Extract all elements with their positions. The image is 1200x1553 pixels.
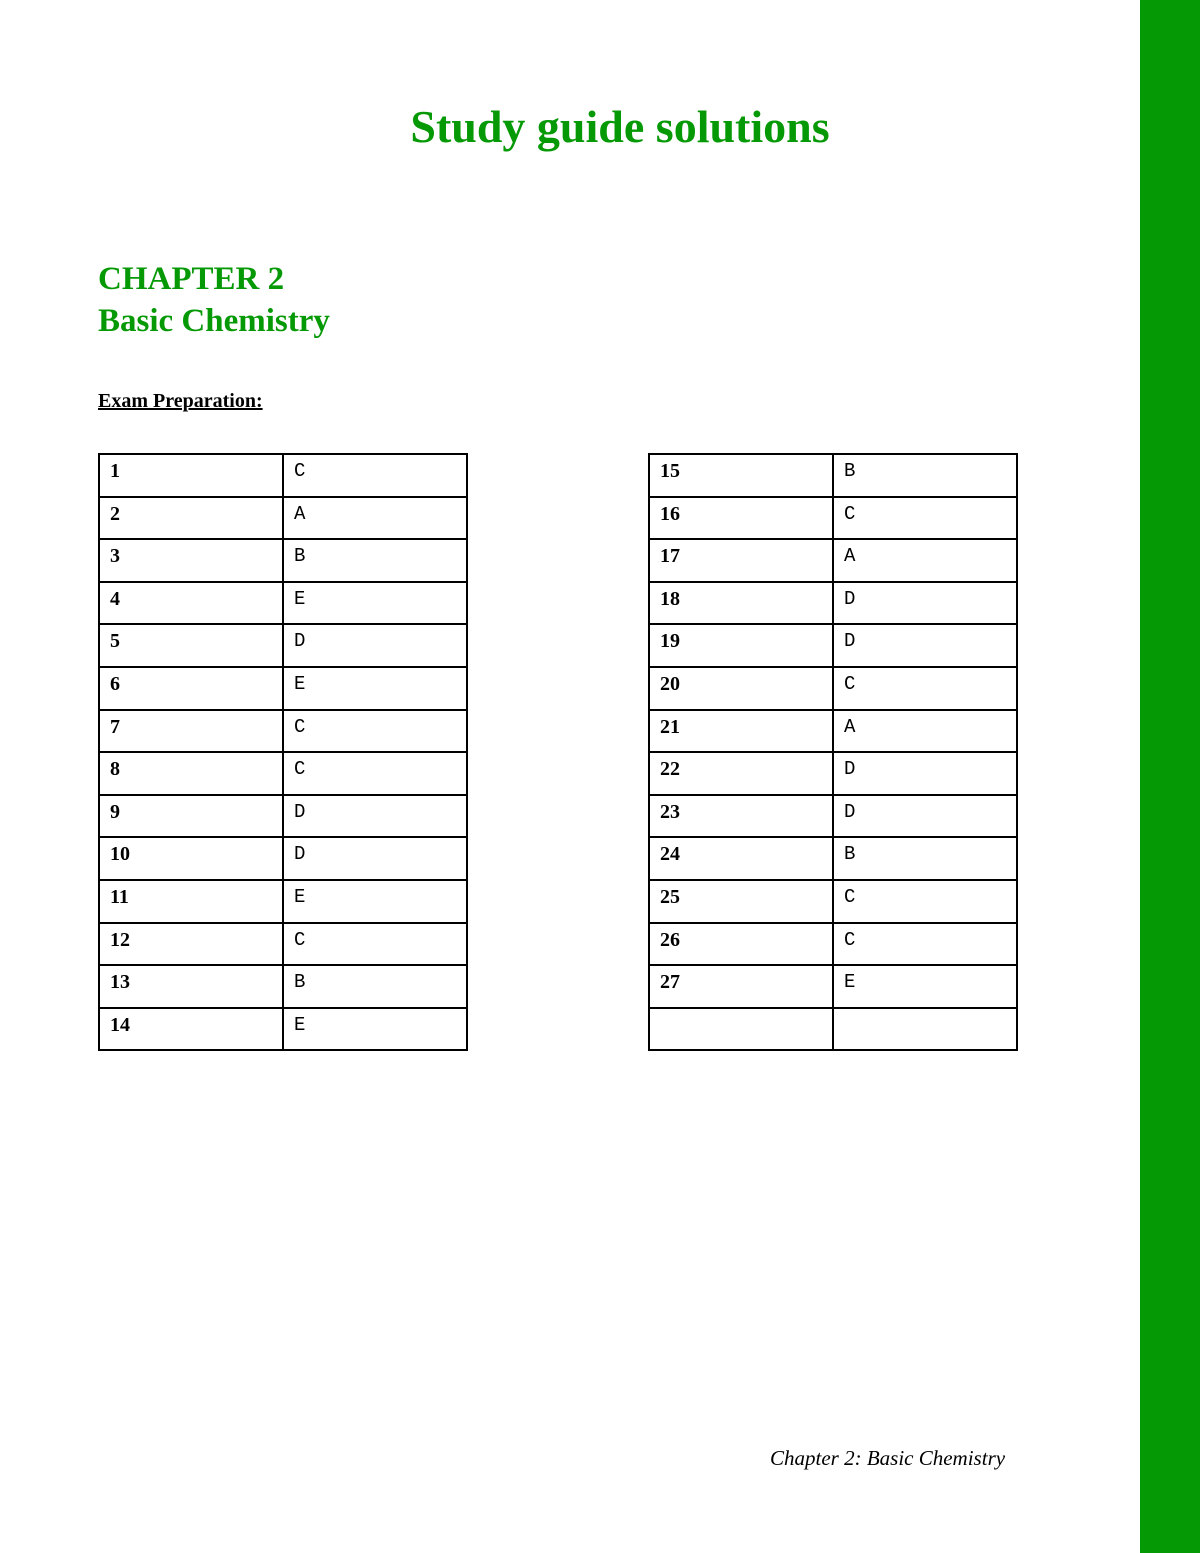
answer-letter: B — [283, 539, 467, 582]
table-row — [649, 454, 1017, 497]
answer-letter: E — [283, 880, 467, 923]
answer-letter: C — [833, 497, 1017, 540]
question-number: 19 — [649, 624, 833, 667]
answer-letter: D — [283, 624, 467, 667]
table-row — [649, 582, 1017, 625]
question-number: 12 — [99, 923, 283, 966]
answer-letter: B — [833, 454, 1017, 497]
table-row — [649, 624, 1017, 667]
question-number: 13 — [99, 965, 283, 1008]
question-number: 24 — [649, 837, 833, 880]
answer-letter: B — [283, 965, 467, 1008]
table-row — [99, 497, 467, 540]
answer-letter: A — [833, 710, 1017, 753]
table-row — [99, 1008, 467, 1051]
question-number: 16 — [649, 497, 833, 540]
table-row — [649, 795, 1017, 838]
answer-letter: E — [283, 1008, 467, 1051]
table-row — [99, 880, 467, 923]
question-number: 22 — [649, 752, 833, 795]
question-number: 6 — [99, 667, 283, 710]
question-number: 17 — [649, 539, 833, 582]
question-number: 4 — [99, 582, 283, 625]
table-row — [649, 752, 1017, 795]
question-number: 7 — [99, 710, 283, 753]
answer-letter: C — [283, 752, 467, 795]
question-number: 15 — [649, 454, 833, 497]
answer-letter: D — [833, 795, 1017, 838]
answer-table-right — [648, 453, 1018, 1051]
table-row — [649, 837, 1017, 880]
question-number: 14 — [99, 1008, 283, 1051]
table-row — [99, 667, 467, 710]
question-number: 26 — [649, 923, 833, 966]
green-side-bar — [1140, 0, 1200, 1553]
question-number: 27 — [649, 965, 833, 1008]
answer-letter: E — [283, 667, 467, 710]
section-label: Exam Preparation: — [98, 390, 263, 412]
table-row — [649, 1008, 1017, 1051]
question-number: 23 — [649, 795, 833, 838]
answer-letter: E — [833, 965, 1017, 1008]
table-row — [649, 710, 1017, 753]
table-row — [99, 795, 467, 838]
question-number: 21 — [649, 710, 833, 753]
table-row — [99, 624, 467, 667]
question-number: 8 — [99, 752, 283, 795]
answer-letter: C — [283, 454, 467, 497]
question-number: 9 — [99, 795, 283, 838]
page-title: Study guide solutions — [410, 101, 830, 152]
table-row — [99, 710, 467, 753]
answer-letter — [833, 1008, 1017, 1051]
table-row — [99, 539, 467, 582]
question-number: 1 — [99, 454, 283, 497]
table-row — [649, 497, 1017, 540]
table-row — [99, 582, 467, 625]
page-footer: Chapter 2: Basic Chemistry — [770, 1446, 1006, 1470]
answer-letter: D — [283, 795, 467, 838]
table-row — [649, 667, 1017, 710]
answer-letter: D — [283, 837, 467, 880]
question-number: 20 — [649, 667, 833, 710]
table-row — [99, 923, 467, 966]
answer-letter: D — [833, 752, 1017, 795]
table-row — [99, 837, 467, 880]
question-number: 2 — [99, 497, 283, 540]
table-row — [649, 923, 1017, 966]
chapter-title: Basic Chemistry — [98, 303, 330, 339]
question-number: 5 — [99, 624, 283, 667]
chapter-number: CHAPTER 2 — [98, 261, 285, 297]
table-row — [99, 454, 467, 497]
chapter-heading — [98, 258, 330, 342]
answer-letter: C — [833, 880, 1017, 923]
table-row — [99, 752, 467, 795]
question-number: 11 — [99, 880, 283, 923]
table-row — [649, 880, 1017, 923]
answer-letter: A — [833, 539, 1017, 582]
answer-letter: C — [833, 923, 1017, 966]
table-row — [649, 965, 1017, 1008]
answer-letter: D — [833, 624, 1017, 667]
question-number: 10 — [99, 837, 283, 880]
question-number: 3 — [99, 539, 283, 582]
answer-letter: C — [833, 667, 1017, 710]
question-number — [649, 1008, 833, 1051]
answer-letter: A — [283, 497, 467, 540]
answer-table-left — [98, 453, 468, 1051]
answer-letter: D — [833, 582, 1017, 625]
table-row — [99, 965, 467, 1008]
answer-letter: E — [283, 582, 467, 625]
answer-letter: C — [283, 923, 467, 966]
table-row — [649, 539, 1017, 582]
answer-letter: B — [833, 837, 1017, 880]
answer-letter: C — [283, 710, 467, 753]
question-number: 18 — [649, 582, 833, 625]
question-number: 25 — [649, 880, 833, 923]
